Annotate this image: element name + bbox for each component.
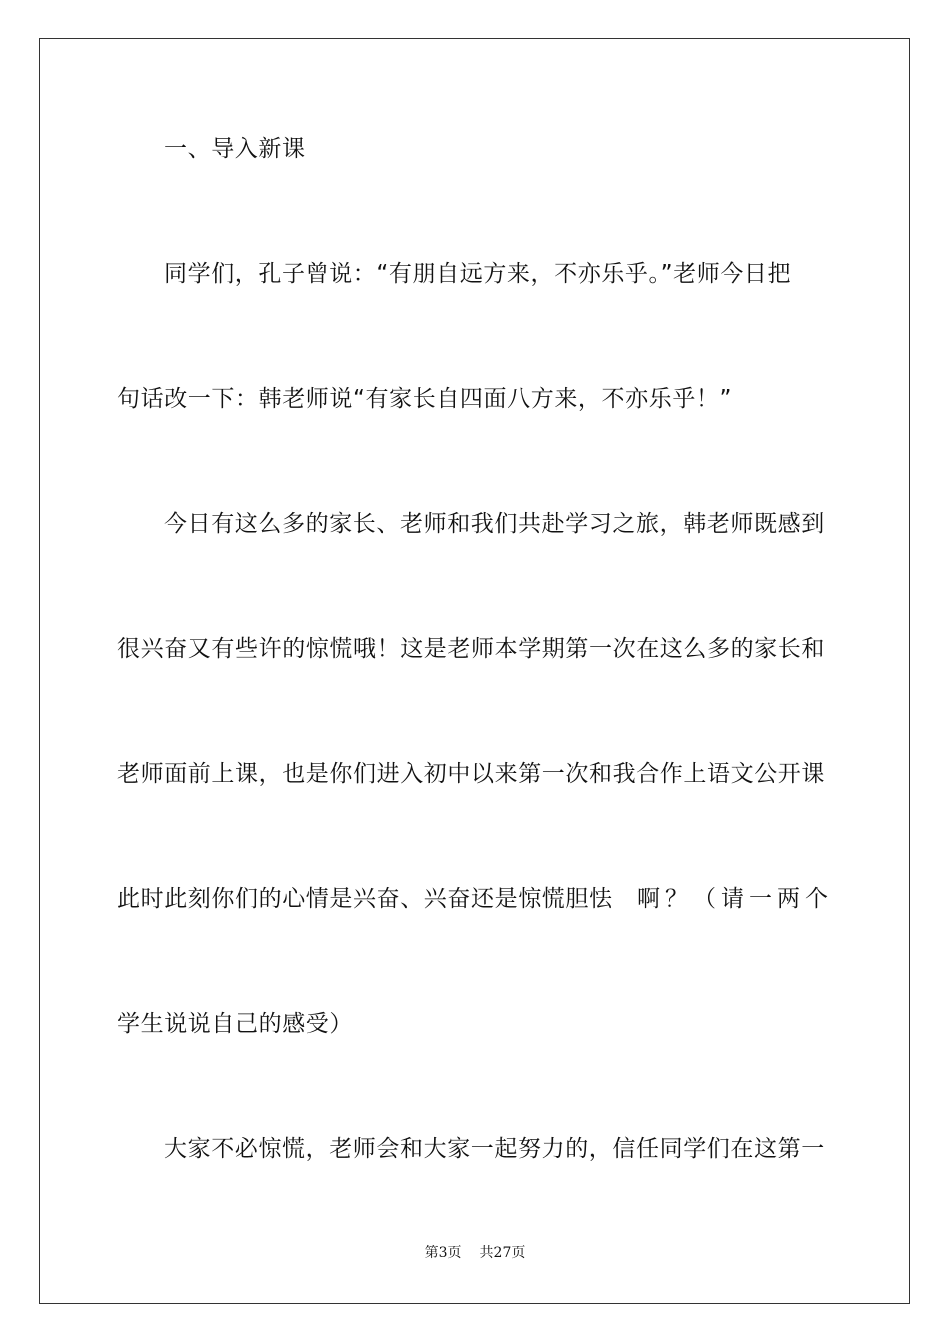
paragraph-line: 很兴奋又有些许的惊慌哦！这是老师本学期第一次在这么多的家长和 <box>117 636 825 662</box>
line-segment: 此时此刻你们的心情是兴奋、兴奋还是惊慌胆怯 <box>117 886 613 912</box>
section-heading: 一、导入新课 <box>164 136 306 162</box>
paragraph-line <box>117 884 833 914</box>
page-border <box>39 38 910 1304</box>
paragraph-line: 句话改一下：韩老师说“有家长自四面八方来，不亦乐乎！” <box>117 386 733 412</box>
page-total: 共27页 <box>479 1245 526 1261</box>
paragraph-line: 大家不必惊慌，老师会和大家一起努力的，信任同学们在这第一 <box>164 1136 825 1162</box>
line-segment: 啊？（请一两个 <box>637 886 833 912</box>
page-footer <box>0 1244 950 1262</box>
paragraph-line: 今日有这么多的家长、老师和我们共赴学习之旅，韩老师既感到 <box>164 511 825 537</box>
paragraph-line: 同学们，孔子曾说：“有朋自远方来，不亦乐乎。”老师今日把 <box>164 261 792 287</box>
page-number: 第3页 <box>424 1245 462 1261</box>
paragraph-line: 老师面前上课，也是你们进入初中以来第一次和我合作上语文公开课 <box>117 761 825 787</box>
paragraph-line: 学生说说自己的感受） <box>117 1011 353 1037</box>
